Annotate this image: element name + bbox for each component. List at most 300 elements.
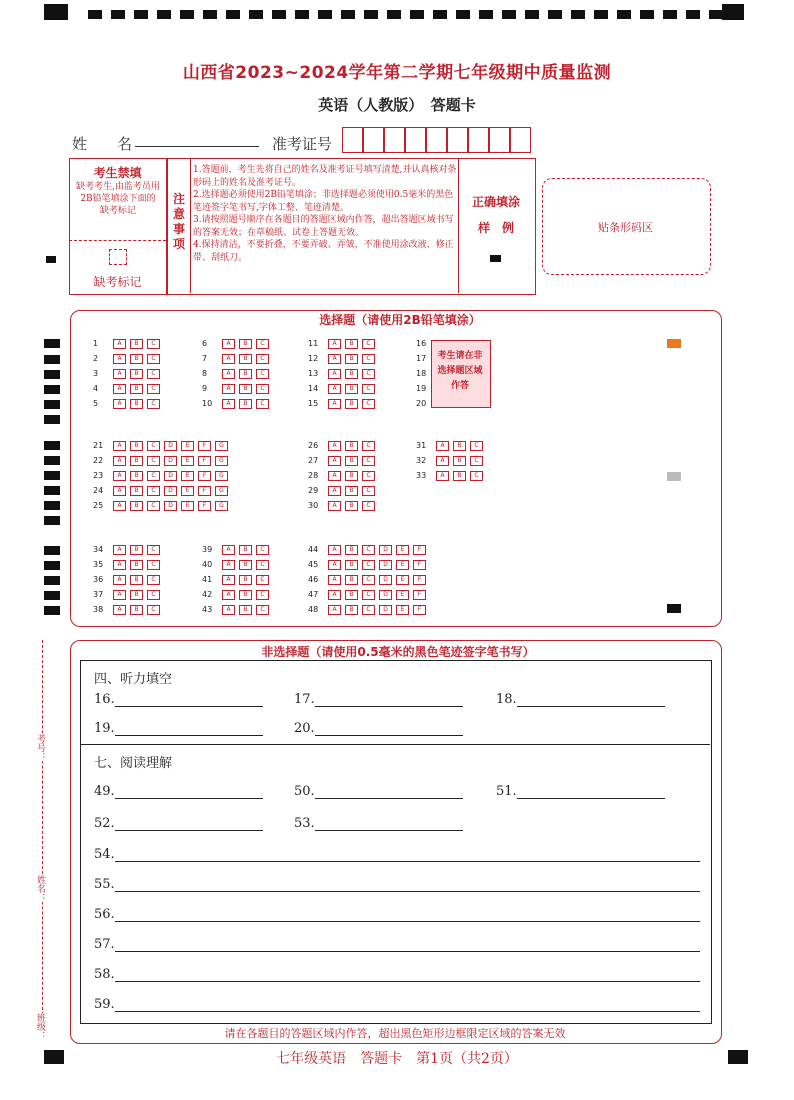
- choice-question-row[interactable]: [308, 367, 379, 380]
- choice-question-row[interactable]: [93, 573, 164, 586]
- choice-question-row[interactable]: [93, 543, 164, 556]
- option-bubble-c[interactable]: C: [147, 501, 160, 511]
- option-bubble-a[interactable]: A: [113, 486, 126, 496]
- option-bubble-d[interactable]: D: [164, 441, 177, 451]
- option-bubble-c[interactable]: C: [470, 441, 483, 451]
- choice-question-row[interactable]: [308, 337, 379, 350]
- choice-question-row[interactable]: [308, 397, 379, 410]
- barcode-label: 贴条形码区: [598, 221, 653, 234]
- option-bubble-e[interactable]: E: [181, 471, 194, 481]
- answer-blank[interactable]: [294, 721, 463, 736]
- answer-line[interactable]: [115, 877, 700, 892]
- option-bubble-a[interactable]: A: [222, 354, 235, 364]
- answer-blank[interactable]: [94, 784, 263, 799]
- option-bubble-b[interactable]: B: [345, 339, 358, 349]
- option-bubble-b[interactable]: B: [345, 441, 358, 451]
- exam-no-digit-box[interactable]: [405, 127, 426, 153]
- answer-line[interactable]: [115, 907, 700, 922]
- option-bubble-b[interactable]: B: [345, 471, 358, 481]
- choice-question-row[interactable]: [202, 382, 273, 395]
- choice-question-row[interactable]: [202, 397, 273, 410]
- option-bubble-b[interactable]: B: [239, 575, 252, 585]
- option-bubble-b[interactable]: B: [345, 486, 358, 496]
- option-bubble-b[interactable]: B: [130, 339, 143, 349]
- question-number: 28: [308, 471, 319, 480]
- option-bubble-b[interactable]: B: [130, 369, 143, 379]
- option-bubble-a[interactable]: A: [328, 354, 341, 364]
- option-bubble-c[interactable]: C: [147, 545, 160, 555]
- option-bubble-d[interactable]: D: [164, 486, 177, 496]
- answer-blank-number: 19.: [94, 721, 115, 736]
- option-bubble-c[interactable]: C: [470, 471, 483, 481]
- option-bubble-b[interactable]: B: [453, 471, 466, 481]
- option-bubble-c[interactable]: C: [362, 605, 375, 615]
- timing-mark: [44, 441, 60, 450]
- option-bubble-b[interactable]: B: [239, 605, 252, 615]
- option-bubble-f[interactable]: F: [198, 471, 211, 481]
- option-bubble-a[interactable]: A: [328, 575, 341, 585]
- sample-line2: 样 例: [477, 221, 514, 235]
- option-bubble-e[interactable]: E: [181, 441, 194, 451]
- option-bubble-b[interactable]: B: [130, 545, 143, 555]
- answer-blank-number: 49.: [94, 784, 115, 799]
- choice-question-row[interactable]: [93, 382, 164, 395]
- option-bubble-g[interactable]: G: [215, 486, 228, 496]
- choice-question-row[interactable]: [308, 603, 430, 616]
- option-bubble-d[interactable]: D: [164, 501, 177, 511]
- absent-mark-box[interactable]: [109, 249, 127, 265]
- option-bubble-a[interactable]: A: [222, 399, 235, 409]
- option-bubble-a[interactable]: A: [113, 441, 126, 451]
- timing-mark: [44, 606, 60, 615]
- question-number: 22: [93, 456, 104, 465]
- option-bubble-b[interactable]: B: [345, 501, 358, 511]
- option-bubble-b[interactable]: B: [130, 384, 143, 394]
- option-bubble-a[interactable]: A: [113, 590, 126, 600]
- option-bubble-c[interactable]: C: [362, 354, 375, 364]
- option-bubble-c[interactable]: C: [362, 441, 375, 451]
- option-bubble-c[interactable]: C: [147, 339, 160, 349]
- option-bubble-a[interactable]: A: [113, 369, 126, 379]
- choice-question-row[interactable]: [93, 367, 164, 380]
- option-bubble-c[interactable]: C: [147, 486, 160, 496]
- choice-question-row[interactable]: [93, 337, 164, 350]
- option-bubble-a[interactable]: A: [222, 545, 235, 555]
- answer-line[interactable]: [315, 692, 463, 707]
- choice-question-row[interactable]: [416, 469, 487, 482]
- exam-no-digit-box[interactable]: [468, 127, 489, 153]
- answer-blank[interactable]: [94, 721, 263, 736]
- answer-blank[interactable]: [496, 692, 665, 707]
- question-number: 30: [308, 501, 319, 510]
- option-bubble-c[interactable]: C: [362, 384, 375, 394]
- timing-mark: [410, 10, 424, 19]
- question-number: 7: [202, 354, 208, 363]
- timing-mark: [709, 10, 723, 19]
- question-number: 8: [202, 369, 208, 378]
- choice-question-row[interactable]: [93, 469, 232, 482]
- option-bubble-e[interactable]: E: [181, 501, 194, 511]
- option-bubble-b[interactable]: B: [345, 605, 358, 615]
- option-bubble-c[interactable]: C: [256, 590, 269, 600]
- question-number: 17: [416, 354, 427, 363]
- option-bubble-c[interactable]: C: [256, 369, 269, 379]
- option-bubble-b[interactable]: B: [239, 354, 252, 364]
- option-bubble-a[interactable]: A: [113, 384, 126, 394]
- answer-line[interactable]: [115, 721, 263, 736]
- choice-question-row[interactable]: [308, 382, 379, 395]
- answer-line[interactable]: [115, 937, 700, 952]
- question-number: 44: [308, 545, 319, 554]
- timing-mark: [456, 10, 470, 19]
- option-bubble-a[interactable]: A: [328, 560, 341, 570]
- answer-blank[interactable]: [94, 997, 700, 1012]
- option-bubble-b[interactable]: B: [130, 501, 143, 511]
- answer-line[interactable]: [115, 692, 263, 707]
- question-number: 43: [202, 605, 213, 614]
- question-number: 39: [202, 545, 213, 554]
- option-bubble-c[interactable]: C: [256, 560, 269, 570]
- option-bubble-b[interactable]: B: [345, 575, 358, 585]
- answer-blank-number: 16.: [94, 692, 115, 707]
- option-bubble-a[interactable]: A: [328, 486, 341, 496]
- answer-blank-number: 56.: [94, 907, 115, 922]
- option-bubble-d[interactable]: D: [164, 456, 177, 466]
- option-bubble-a[interactable]: A: [222, 369, 235, 379]
- timing-mark: [525, 10, 539, 19]
- option-bubble-b[interactable]: B: [130, 441, 143, 451]
- option-bubble-a[interactable]: A: [436, 441, 449, 451]
- option-bubble-a[interactable]: A: [328, 471, 341, 481]
- choice-question-row[interactable]: [202, 558, 273, 571]
- exam-no-digit-box[interactable]: [447, 127, 468, 153]
- option-bubble-b[interactable]: B: [345, 590, 358, 600]
- option-bubble-b[interactable]: B: [130, 590, 143, 600]
- option-bubble-a[interactable]: A: [328, 590, 341, 600]
- choice-question-row[interactable]: [202, 573, 273, 586]
- timing-mark: [134, 10, 148, 19]
- option-bubble-b[interactable]: B: [239, 560, 252, 570]
- choice-question-row[interactable]: [308, 543, 430, 556]
- option-bubble-f[interactable]: F: [413, 545, 426, 555]
- option-bubble-c[interactable]: C: [362, 456, 375, 466]
- option-bubble-c[interactable]: C: [362, 399, 375, 409]
- option-bubble-e[interactable]: E: [396, 545, 409, 555]
- option-bubble-c[interactable]: C: [256, 339, 269, 349]
- answer-blank-number: 18.: [496, 692, 517, 707]
- choice-question-row[interactable]: [93, 484, 232, 497]
- option-bubble-a[interactable]: A: [436, 456, 449, 466]
- option-bubble-c[interactable]: C: [256, 354, 269, 364]
- option-bubble-b[interactable]: B: [130, 399, 143, 409]
- choice-question-row[interactable]: [202, 588, 273, 601]
- option-bubble-b[interactable]: B: [345, 456, 358, 466]
- answer-line[interactable]: [115, 784, 263, 799]
- option-bubble-b[interactable]: B: [239, 384, 252, 394]
- question-number: 36: [93, 575, 104, 584]
- absent-box-title: 考生禁填: [93, 166, 142, 180]
- timing-mark: [44, 516, 60, 525]
- part7-heading: 七、阅读理解: [94, 756, 173, 771]
- choice-question-row[interactable]: [308, 439, 379, 452]
- option-bubble-c[interactable]: C: [147, 354, 160, 364]
- option-bubble-b[interactable]: B: [130, 575, 143, 585]
- option-bubble-d[interactable]: D: [379, 575, 392, 585]
- option-bubble-c[interactable]: C: [147, 560, 160, 570]
- timing-mark: [44, 471, 60, 480]
- option-bubble-a[interactable]: A: [113, 471, 126, 481]
- choice-question-row[interactable]: [308, 573, 430, 586]
- part4-heading: 四、听力填空: [94, 672, 173, 687]
- answer-line[interactable]: [115, 967, 700, 982]
- option-bubble-a[interactable]: A: [222, 384, 235, 394]
- answer-blank[interactable]: [94, 692, 263, 707]
- option-bubble-g[interactable]: G: [215, 471, 228, 481]
- option-bubble-a[interactable]: A: [113, 501, 126, 511]
- option-bubble-d[interactable]: D: [164, 471, 177, 481]
- option-bubble-c[interactable]: C: [362, 560, 375, 570]
- choice-question-row[interactable]: [93, 397, 164, 410]
- choice-question-row[interactable]: [308, 352, 379, 365]
- answer-line[interactable]: [315, 784, 463, 799]
- exam-no-digit-box[interactable]: [510, 127, 531, 153]
- option-bubble-a[interactable]: A: [328, 545, 341, 555]
- answer-blank[interactable]: [294, 692, 463, 707]
- exam-no-digit-box[interactable]: [489, 127, 510, 153]
- question-number: 46: [308, 575, 319, 584]
- answer-blank[interactable]: [294, 784, 463, 799]
- option-bubble-a[interactable]: A: [222, 339, 235, 349]
- option-bubble-g[interactable]: G: [215, 501, 228, 511]
- option-bubble-a[interactable]: A: [222, 590, 235, 600]
- choice-question-row[interactable]: [202, 543, 273, 556]
- option-bubble-a[interactable]: A: [222, 575, 235, 585]
- option-bubble-c[interactable]: C: [470, 456, 483, 466]
- timing-mark: [44, 415, 60, 424]
- option-bubble-c[interactable]: C: [147, 369, 160, 379]
- question-number: 19: [416, 384, 427, 393]
- option-bubble-a[interactable]: A: [436, 471, 449, 481]
- option-bubble-d[interactable]: D: [379, 560, 392, 570]
- choice-question-row[interactable]: [416, 439, 487, 452]
- option-bubble-f[interactable]: F: [198, 441, 211, 451]
- option-bubble-b[interactable]: B: [453, 456, 466, 466]
- option-bubble-c[interactable]: C: [147, 399, 160, 409]
- option-bubble-a[interactable]: A: [113, 560, 126, 570]
- answer-blank[interactable]: [94, 967, 700, 982]
- option-bubble-c[interactable]: C: [256, 605, 269, 615]
- timing-mark: [617, 10, 631, 19]
- answer-blank[interactable]: [94, 816, 263, 831]
- answer-line[interactable]: [115, 997, 700, 1012]
- question-number: 32: [416, 456, 427, 465]
- option-bubble-a[interactable]: A: [328, 501, 341, 511]
- choice-question-row[interactable]: [93, 499, 232, 512]
- option-bubble-a[interactable]: A: [328, 605, 341, 615]
- timing-mark: [594, 10, 608, 19]
- choice-question-row[interactable]: [308, 499, 379, 512]
- option-bubble-c[interactable]: C: [362, 501, 375, 511]
- option-bubble-a[interactable]: A: [222, 605, 235, 615]
- option-bubble-c[interactable]: C: [147, 590, 160, 600]
- answer-line[interactable]: [315, 721, 463, 736]
- exam-no-digit-box[interactable]: [384, 127, 405, 153]
- answer-blank[interactable]: [94, 847, 700, 862]
- option-bubble-f[interactable]: F: [198, 501, 211, 511]
- option-bubble-f[interactable]: F: [198, 486, 211, 496]
- option-bubble-a[interactable]: A: [222, 560, 235, 570]
- answer-blank[interactable]: [294, 816, 463, 831]
- choice-question-row[interactable]: [202, 337, 273, 350]
- option-bubble-a[interactable]: A: [328, 339, 341, 349]
- option-bubble-c[interactable]: C: [362, 471, 375, 481]
- option-bubble-b[interactable]: B: [239, 369, 252, 379]
- answer-blank[interactable]: [94, 937, 700, 952]
- choice-question-row[interactable]: [93, 558, 164, 571]
- option-bubble-b[interactable]: B: [130, 354, 143, 364]
- option-bubble-f[interactable]: F: [413, 590, 426, 600]
- answer-line[interactable]: [517, 692, 665, 707]
- option-bubble-a[interactable]: A: [328, 384, 341, 394]
- option-bubble-b[interactable]: B: [345, 354, 358, 364]
- option-bubble-b[interactable]: B: [239, 339, 252, 349]
- timing-mark: [433, 10, 447, 19]
- option-bubble-e[interactable]: E: [396, 575, 409, 585]
- option-bubble-c[interactable]: C: [147, 471, 160, 481]
- answer-line[interactable]: [517, 784, 665, 799]
- option-bubble-b[interactable]: B: [345, 384, 358, 394]
- option-bubble-d[interactable]: D: [379, 605, 392, 615]
- question-number: 6: [202, 339, 208, 348]
- exam-no-digit-box[interactable]: [426, 127, 447, 153]
- option-bubble-a[interactable]: A: [113, 545, 126, 555]
- option-bubble-a[interactable]: A: [113, 399, 126, 409]
- option-bubble-e[interactable]: E: [396, 590, 409, 600]
- option-bubble-c[interactable]: C: [362, 339, 375, 349]
- option-bubble-a[interactable]: A: [113, 605, 126, 615]
- notes-heading-char: 事: [172, 222, 185, 236]
- option-bubble-a[interactable]: A: [113, 456, 126, 466]
- corner-mark-top-left: [44, 4, 68, 20]
- choice-question-row[interactable]: [308, 558, 430, 571]
- choice-question-row[interactable]: [416, 454, 487, 467]
- choice-question-row[interactable]: [93, 603, 164, 616]
- option-bubble-b[interactable]: B: [239, 399, 252, 409]
- choice-question-row[interactable]: [93, 454, 232, 467]
- choice-question-row[interactable]: [93, 352, 164, 365]
- option-bubble-a[interactable]: A: [113, 354, 126, 364]
- answer-blank[interactable]: [496, 784, 665, 799]
- option-bubble-e[interactable]: E: [396, 560, 409, 570]
- option-bubble-a[interactable]: A: [328, 369, 341, 379]
- answer-blank[interactable]: [94, 877, 700, 892]
- exam-no-digit-box[interactable]: [342, 127, 363, 153]
- timing-mark: [44, 546, 60, 555]
- option-bubble-c[interactable]: C: [147, 575, 160, 585]
- choice-question-row[interactable]: [93, 439, 232, 452]
- answer-line[interactable]: [315, 816, 463, 831]
- left-align-mark: [46, 256, 56, 263]
- option-bubble-e[interactable]: E: [396, 605, 409, 615]
- option-bubble-c[interactable]: C: [256, 384, 269, 394]
- option-bubble-c[interactable]: C: [256, 545, 269, 555]
- timing-mark: [318, 10, 332, 19]
- option-bubble-a[interactable]: A: [328, 399, 341, 409]
- timing-mark: [686, 10, 700, 19]
- choice-question-row[interactable]: [308, 588, 430, 601]
- option-bubble-c[interactable]: C: [147, 456, 160, 466]
- option-bubble-c[interactable]: C: [362, 369, 375, 379]
- question-number: 48: [308, 605, 319, 614]
- option-bubble-b[interactable]: B: [130, 560, 143, 570]
- option-bubble-e[interactable]: E: [181, 456, 194, 466]
- choice-question-row[interactable]: [202, 603, 273, 616]
- option-bubble-b[interactable]: B: [345, 399, 358, 409]
- option-bubble-f[interactable]: F: [413, 575, 426, 585]
- option-bubble-g[interactable]: G: [215, 441, 228, 451]
- option-bubble-g[interactable]: G: [215, 456, 228, 466]
- option-bubble-c[interactable]: C: [362, 575, 375, 585]
- option-bubble-e[interactable]: E: [181, 486, 194, 496]
- option-bubble-a[interactable]: A: [113, 575, 126, 585]
- option-bubble-d[interactable]: D: [379, 545, 392, 555]
- option-bubble-a[interactable]: A: [328, 441, 341, 451]
- answer-blank-number: 57.: [94, 937, 115, 952]
- option-bubble-b[interactable]: B: [130, 605, 143, 615]
- answer-line[interactable]: [115, 816, 263, 831]
- choice-question-row[interactable]: [202, 367, 273, 380]
- option-bubble-f[interactable]: F: [413, 560, 426, 570]
- exam-no-digit-box[interactable]: [363, 127, 384, 153]
- option-bubble-b[interactable]: B: [345, 560, 358, 570]
- choice-question-row[interactable]: [308, 484, 379, 497]
- option-bubble-a[interactable]: A: [113, 339, 126, 349]
- answer-line[interactable]: [115, 847, 700, 862]
- option-bubble-c[interactable]: C: [147, 384, 160, 394]
- option-bubble-c[interactable]: C: [147, 441, 160, 451]
- option-bubble-c[interactable]: C: [256, 575, 269, 585]
- option-bubble-b[interactable]: B: [130, 471, 143, 481]
- option-bubble-b[interactable]: B: [239, 545, 252, 555]
- option-bubble-c[interactable]: C: [256, 399, 269, 409]
- option-bubble-d[interactable]: D: [379, 590, 392, 600]
- question-number: 2: [93, 354, 99, 363]
- option-bubble-c[interactable]: C: [147, 605, 160, 615]
- option-bubble-b[interactable]: B: [130, 456, 143, 466]
- option-bubble-c[interactable]: C: [362, 545, 375, 555]
- question-number: 26: [308, 441, 319, 450]
- name-field[interactable]: [135, 146, 259, 147]
- option-bubble-b[interactable]: B: [345, 369, 358, 379]
- choice-question-row[interactable]: [308, 454, 379, 467]
- question-number: 14: [308, 384, 319, 393]
- option-bubble-b[interactable]: B: [130, 486, 143, 496]
- option-bubble-c[interactable]: C: [362, 590, 375, 600]
- choice-question-row[interactable]: [308, 469, 379, 482]
- option-bubble-b[interactable]: B: [345, 545, 358, 555]
- option-bubble-b[interactable]: B: [453, 441, 466, 451]
- option-bubble-b[interactable]: B: [239, 590, 252, 600]
- option-bubble-a[interactable]: A: [328, 456, 341, 466]
- nonchoice-note: 考生请在非选择题区域作答: [437, 351, 483, 391]
- choice-question-row[interactable]: [93, 588, 164, 601]
- option-bubble-f[interactable]: F: [198, 456, 211, 466]
- option-bubble-f[interactable]: F: [413, 605, 426, 615]
- option-bubble-c[interactable]: C: [362, 486, 375, 496]
- choice-question-row[interactable]: [202, 352, 273, 365]
- answer-blank-number: 53.: [294, 816, 315, 831]
- answer-blank[interactable]: [94, 907, 700, 922]
